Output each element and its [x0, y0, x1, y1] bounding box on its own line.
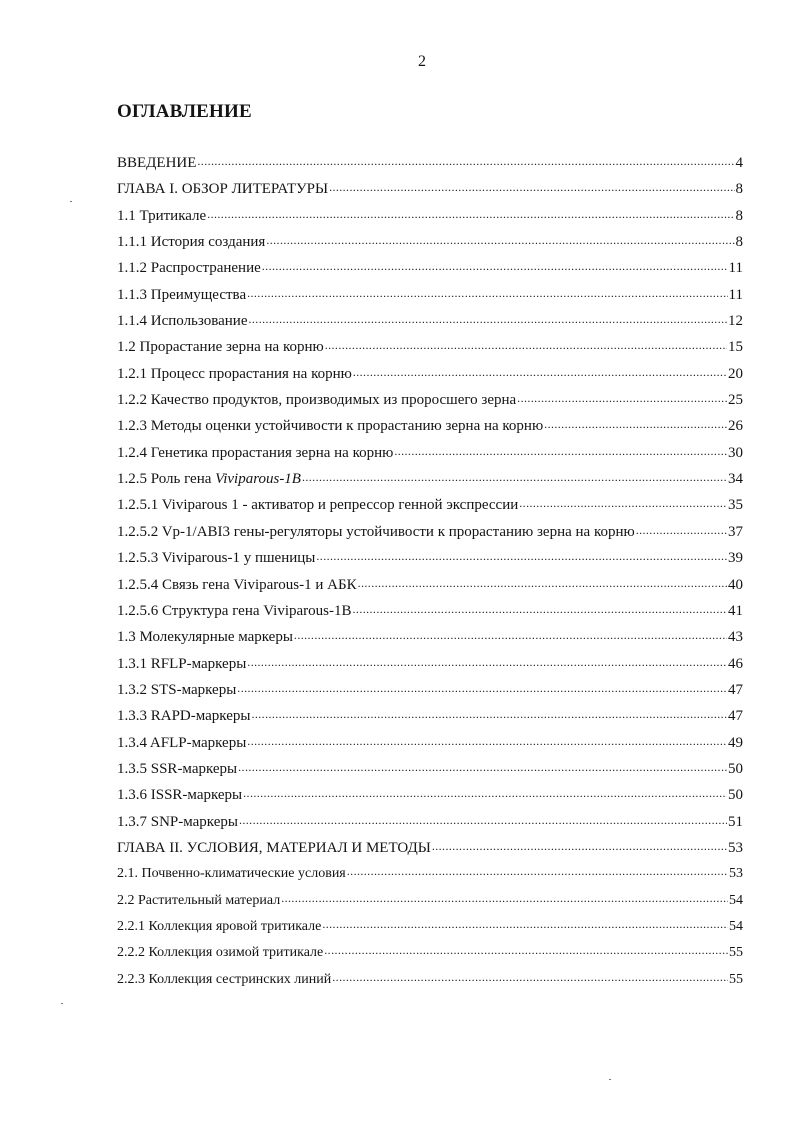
toc-entry-page: 51: [728, 813, 743, 830]
toc-heading: ОГЛАВЛЕНИЕ: [117, 101, 252, 122]
toc-entry-title: 1.3.2 STS-маркеры: [117, 681, 237, 698]
toc-entry-page: 49: [728, 734, 743, 751]
toc-entry: [117, 415, 743, 441]
toc-entry: [117, 494, 743, 520]
toc-entry: [117, 152, 743, 178]
toc-entry: [117, 363, 743, 389]
toc-dot-leader: [294, 626, 727, 641]
toc-dot-leader: [517, 389, 727, 404]
toc-entry-page: 11: [728, 260, 743, 277]
toc-dot-leader: [316, 547, 727, 562]
toc-entry-page: 8: [735, 207, 743, 224]
toc-entry-page: 12: [728, 313, 743, 330]
toc-entry-page: 41: [728, 602, 743, 619]
toc-dot-leader: [247, 732, 727, 747]
toc-dot-leader: [329, 178, 734, 193]
toc-dot-leader: [322, 916, 728, 930]
toc-entry-page: 39: [728, 550, 743, 567]
toc-entry-title: ГЛАВА I. ОБЗОР ЛИТЕРАТУРЫ: [117, 181, 329, 198]
toc-entry-page: 53: [729, 866, 743, 882]
toc-entry-title: 1.2 Прорастание зерна на корню: [117, 339, 324, 356]
toc-entry: [117, 468, 743, 494]
toc-entry-page: 20: [728, 365, 743, 382]
toc-dot-leader: [207, 205, 734, 220]
toc-entry: [117, 389, 743, 415]
toc-entry-title: 1.1.4 Использование: [117, 313, 248, 330]
toc-entry-title: 1.2.2 Качество продуктов, производимых из проросшего зерна: [117, 392, 517, 409]
toc-entry: [117, 310, 743, 336]
toc-entry-title: ВВЕДЕНИЕ: [117, 155, 197, 171]
toc-entry: [117, 837, 743, 863]
toc-entry-page: 30: [728, 444, 743, 461]
toc-entry-page: 47: [728, 708, 743, 725]
toc-entry-page: 40: [728, 576, 743, 593]
toc-dot-leader: [243, 784, 727, 799]
toc-entry: [117, 653, 743, 679]
toc-dot-leader: [519, 494, 727, 509]
toc-entry-title: 1.3 Молекулярные маркеры: [117, 629, 293, 646]
page-number: 2: [418, 53, 426, 70]
toc-dot-leader: [353, 363, 727, 378]
toc-dot-leader: [197, 152, 734, 167]
toc-entry: [117, 284, 743, 310]
toc-entry-title: 1.3.3 RAPD-маркеры: [117, 708, 251, 725]
toc-dot-leader: [353, 600, 727, 615]
toc-entry-title: 1.1.2 Распространение: [117, 260, 261, 277]
toc-dot-leader: [266, 231, 734, 246]
toc-entry: [117, 178, 743, 204]
toc-entry-page: 26: [728, 418, 743, 435]
toc-entry-title: 1.2.5.3 Viviparous-1 у пшеницы: [117, 550, 316, 567]
toc-entry: [117, 811, 743, 837]
toc-entry: [117, 547, 743, 573]
toc-entry-title: 1.2.1 Процесс прорастания на корню: [117, 365, 352, 382]
toc-entry: [117, 942, 743, 968]
toc-dot-leader: [324, 942, 728, 956]
toc-entry-page: 8: [735, 181, 743, 198]
toc-entry-title: 1.2.5.2 Vp-1/ABI3 гены-регуляторы устойчивости к прорастанию зерна на корню: [117, 523, 635, 540]
toc-dot-leader: [281, 890, 728, 904]
toc-entry-title: 2.2.3 Коллекция сестринских линий: [117, 971, 332, 987]
toc-entry-page: 47: [728, 681, 743, 698]
toc-dot-leader: [325, 336, 727, 351]
toc-dot-leader: [238, 758, 727, 773]
toc-entry-page: 11: [728, 286, 743, 303]
toc-entry-page: 37: [728, 523, 743, 540]
toc-entry-title: 1.2.5.1 Viviparous 1 - активатор и репрессор генной экспрессии: [117, 497, 519, 514]
toc-entry: [117, 205, 743, 231]
toc-entry-title: 1.1.3 Преимущества: [117, 286, 247, 303]
toc-entry: [117, 890, 743, 916]
toc-entry-title: 1.1.1 История создания: [117, 234, 266, 251]
toc-entry-title: 1.3.6 ISSR-маркеры: [117, 787, 243, 804]
toc-entry: [117, 257, 743, 283]
toc-entry: [117, 969, 743, 995]
toc-dot-leader: [302, 468, 727, 483]
toc-entry-title: 1.2.4 Генетика прорастания зерна на корню: [117, 444, 394, 461]
toc-dot-leader: [249, 310, 728, 325]
toc-entry-page: 8: [735, 234, 743, 251]
toc-entry: [117, 442, 743, 468]
toc-entry-title-italic: Viviparous-1B: [215, 471, 301, 488]
toc-dot-leader: [262, 257, 728, 272]
toc-dot-leader: [394, 442, 727, 457]
toc-entry-page: 50: [728, 787, 743, 804]
toc-entry: [117, 521, 743, 547]
toc-entry: [117, 784, 743, 810]
toc-entry-title: 2.2 Растительный материал: [117, 892, 281, 908]
toc-entry-title: 1.3.5 SSR-маркеры: [117, 760, 238, 777]
toc-entry: [117, 600, 743, 626]
toc-entry-title: 1.2.3 Методы оценки устойчивости к прорастанию зерна на корню: [117, 418, 544, 435]
toc-entry-title: 1.3.7 SNP-маркеры: [117, 813, 238, 830]
toc-entry: [117, 705, 743, 731]
toc-dot-leader: [237, 679, 727, 694]
toc-entry: [117, 916, 743, 942]
toc-entry-title: 1.3.4 AFLP-маркеры: [117, 734, 247, 751]
toc-entry-page: 25: [728, 392, 743, 409]
toc-entry-title-prefix: 1.2.5 Роль гена: [117, 471, 216, 488]
toc-dot-leader: [347, 863, 728, 877]
toc-dot-leader: [636, 521, 727, 536]
toc-entry-page: 53: [728, 839, 743, 856]
toc-dot-leader: [432, 837, 727, 852]
toc-entry-page: 35: [728, 497, 743, 514]
toc-entry-title: 1.1 Тритикале: [117, 207, 207, 224]
toc-entry: [117, 758, 743, 784]
toc-entry: [117, 626, 743, 652]
toc-entry-title: ГЛАВА II. УСЛОВИЯ, МАТЕРИАЛ И МЕТОДЫ: [117, 839, 431, 856]
toc-entry-page: 43: [728, 629, 743, 646]
toc-entry-page: 4: [735, 155, 743, 171]
toc-entry-page: 34: [728, 471, 743, 488]
toc-entry-page: 50: [728, 760, 743, 777]
toc-entry: [117, 574, 743, 600]
toc-entry-title: 1.2.5.6 Структура гена Viviparous-1B: [117, 602, 352, 619]
scan-speck: [70, 201, 72, 202]
table-of-contents: [117, 152, 743, 995]
toc-entry-page: 54: [729, 918, 743, 934]
toc-entry-title: 1.2.5.4 Связь гена Viviparous-1 и АБК: [117, 576, 357, 593]
scan-speck: [609, 1079, 611, 1080]
toc-entry-title: 2.2.1 Коллекция яровой тритикале: [117, 918, 322, 934]
toc-dot-leader: [251, 705, 727, 720]
toc-entry-page: 55: [729, 971, 743, 987]
toc-entry: [117, 732, 743, 758]
toc-dot-leader: [247, 284, 727, 299]
toc-entry-page: 54: [729, 892, 743, 908]
toc-dot-leader: [358, 574, 727, 589]
toc-dot-leader: [247, 653, 727, 668]
toc-entry-title: 1.3.1 RFLP-маркеры: [117, 655, 247, 672]
toc-entry: [117, 863, 743, 889]
toc-entry-page: 15: [728, 339, 743, 356]
scan-speck: [61, 1003, 63, 1004]
toc-dot-leader: [332, 969, 728, 983]
toc-entry-page: 55: [729, 945, 743, 961]
toc-entry-title: [117, 471, 301, 488]
toc-dot-leader: [544, 415, 727, 430]
toc-entry-title: 2.1. Почвенно-климатические условия: [117, 866, 346, 882]
toc-entry-title: 2.2.2 Коллекция озимой тритикале: [117, 945, 324, 961]
toc-entry: [117, 231, 743, 257]
toc-entry-page: 46: [728, 655, 743, 672]
toc-entry: [117, 679, 743, 705]
toc-dot-leader: [239, 811, 727, 826]
toc-entry: [117, 336, 743, 362]
